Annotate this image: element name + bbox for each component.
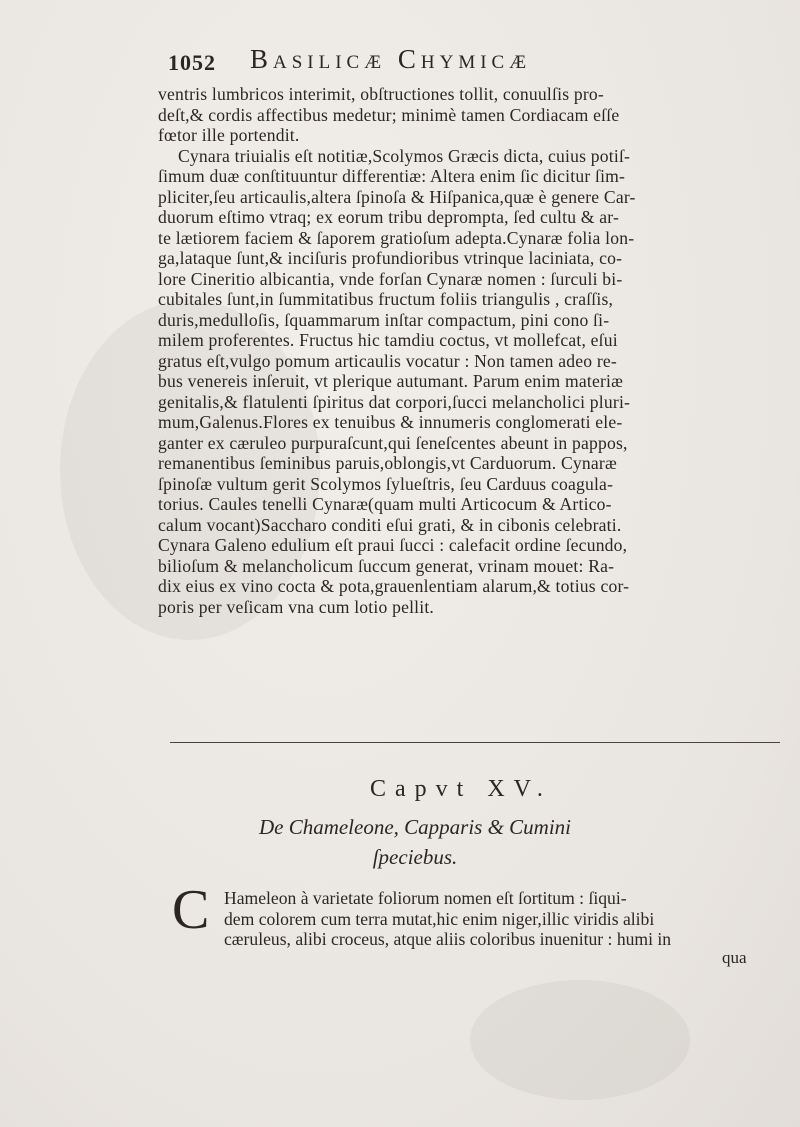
text-line: fœtor ille portendit. (158, 125, 300, 145)
text-line: dix eius ex vino cocta & pota,grauenlentiam alarum,& totius cor- (158, 576, 630, 596)
text-line: duorum eſtimo vtraq; ex eorum tribu deprompta, ſed cultu & ar- (158, 207, 620, 227)
text-line: Cynara triuialis eſt notitiæ,Scolymos Græcis dicta, cuius potiſ- (178, 145, 631, 166)
text-line: milem proferentes. Fructus hic tamdiu coctus, vt mollefcat, eſui (158, 330, 618, 350)
chapter-text-block (172, 879, 792, 950)
text-line: mum,Galenus.Flores ex tenuibus & innumeris conglomerati ele- (158, 412, 623, 432)
running-title: Basilicæ Chymicæ (250, 44, 532, 74)
text-line: Cynara Galeno edulium eſt praui ſucci : calefacit ordine ſecundo, (158, 535, 628, 555)
text-line: cæruleus, alibi croceus, atque aliis coloribus inuenitur : humi in (224, 929, 672, 949)
text-line: ſpinoſæ vultum gerit Scolymos ſylueſtris, ſeu Carduus coagula- (158, 473, 614, 494)
text-line: ſimum duæ conſtituuntur differentiæ: Altera enim ſic dicitur ſim- (158, 166, 626, 186)
text-line: dem colorem cum terra mutat,hic enim niger,illic viridis alibi (224, 908, 655, 929)
text-line: bilioſum & melancholicum ſuccum generat, vrinam mouet: Ra- (158, 555, 615, 576)
text-line: ganter ex cæruleo purpuraſcunt,qui ſeneſcentes abeunt in pappos, (158, 432, 628, 453)
text-line: pliciter,ſeu articaulis,altera ſpinoſa & Hiſpanica,quæ è genere Car- (158, 186, 636, 207)
page-header (168, 44, 760, 78)
text-line: Hameleon à varietate foliorum nomen eſt ſortitum : ſiqui- (224, 888, 627, 908)
subtitle-line: De Chameleone, Capparis & Cumini (258, 815, 572, 839)
text-line: lore Cineritio albicantia, vnde forſan Cynaræ nomen : ſurculi bi- (158, 268, 623, 289)
text-line: bus venereis inſeruit, vt plerique autumant. Parum enim materiæ (158, 371, 624, 391)
text-line: remanentibus ſeminibus paruis,oblongis,vt Carduorum. Cynaræ (158, 453, 617, 473)
ink-bleed-stain (470, 980, 690, 1100)
section-divider (170, 742, 780, 743)
chapter-heading: Capvt XV. (370, 776, 552, 802)
text-line: gratus eſt,vulgo pomum articaulis vocatur : Non tamen adeo re- (158, 350, 617, 371)
text-line: calum vocant)Saccharo conditi eſui grati, & in cibonis celebrati. (158, 514, 622, 535)
chapter-subtitle (0, 812, 800, 872)
text-line: cubitales ſunt,in ſummitatibus fructum foliis triangulis , craſſis, (158, 289, 614, 309)
catchword: qua (722, 948, 747, 967)
text-line: deſt,& cordis affectibus medetur; minimè tamen Cordiacam eſſe (158, 104, 620, 125)
text-line: te lætiorem faciem & ſaporem gratioſum adepta.Cynaræ folia lon- (158, 227, 635, 248)
text-line: poris per veſicam vna cum lotio pellit. (158, 596, 435, 617)
page-number: 1052 (168, 50, 216, 75)
main-text-block (158, 84, 798, 617)
text-line: genitalis,& flatulenti ſpiritus dat corpori,ſucci melancholici pluri- (158, 391, 631, 412)
subtitle-line: ſpeciebus. (372, 845, 458, 869)
text-line: duris,medulloſis, ſquammarum inſtar compactum, pini cono ſi- (158, 309, 610, 330)
drop-capital: C (172, 879, 210, 941)
text-line: ventris lumbricos interimit, obſtructiones tollit, conuulſis pro- (158, 84, 604, 104)
text-line: ga,lataque ſunt,& inciſuris profundioribus vtrinque laciniata, co- (158, 248, 623, 268)
text-line: torius. Caules tenelli Cynaræ(quam multi Articocum & Artico- (158, 494, 612, 514)
